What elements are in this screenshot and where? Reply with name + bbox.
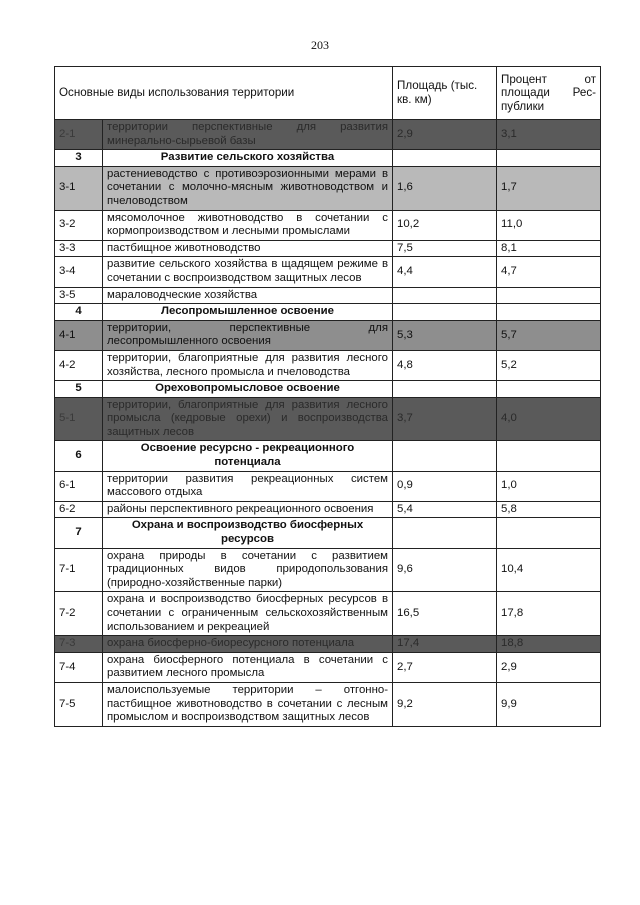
- table-row: [55, 682, 601, 726]
- row-percent: 2,9: [497, 652, 601, 682]
- table-row: [55, 210, 601, 240]
- row-area: 2,7: [393, 652, 497, 682]
- section-area-empty: [393, 304, 497, 321]
- section-percent-empty: [497, 150, 601, 167]
- row-description: развитие сельского хозяйства в щадящем режиме в сочетании с воспроизводством защитных лесов: [103, 257, 393, 287]
- row-area: 4,4: [393, 257, 497, 287]
- row-percent: 3,1: [497, 120, 601, 150]
- section-code: 6: [55, 441, 103, 471]
- row-area: 1,6: [393, 166, 497, 210]
- row-area: 3,7: [393, 397, 497, 441]
- row-area: 17,4: [393, 636, 497, 653]
- section-area-empty: [393, 381, 497, 398]
- section-title: Развитие сельского хозяйства: [103, 150, 393, 167]
- row-area: 9,6: [393, 548, 497, 592]
- table-row: [55, 471, 601, 501]
- row-description: районы перспективного рекреационного освоения: [103, 501, 393, 518]
- row-code: 4-2: [55, 350, 103, 380]
- row-percent: 5,2: [497, 350, 601, 380]
- table-row: [55, 592, 601, 636]
- row-description: охрана и воспроизводство биосферных ресурсов в сочетании с ограниченным сельскохозяйственным использованием и рекреацией: [103, 592, 393, 636]
- row-code: 5-1: [55, 397, 103, 441]
- row-percent: 11,0: [497, 210, 601, 240]
- row-percent: 5,7: [497, 320, 601, 350]
- row-description: территории, благоприятные для развития лесного промысла (кедровые орехи) и воспроизводства защитных лесов: [103, 397, 393, 441]
- row-percent: 1,0: [497, 471, 601, 501]
- section-row: [55, 381, 601, 398]
- section-row: [55, 518, 601, 548]
- row-percent: 4,0: [497, 397, 601, 441]
- section-title: Охрана и воспроизводство биосферных ресурсов: [103, 518, 393, 548]
- row-code: 7-3: [55, 636, 103, 653]
- row-percent: 8,1: [497, 240, 601, 257]
- row-percent: 1,7: [497, 166, 601, 210]
- table-row: [55, 652, 601, 682]
- row-code: 3-1: [55, 166, 103, 210]
- section-percent-empty: [497, 381, 601, 398]
- section-code: 3: [55, 150, 103, 167]
- row-code: 2-1: [55, 120, 103, 150]
- row-description: растениеводство с противоэрозионными мерами в сочетании с молочно-мясным животноводством и пчеловодством: [103, 166, 393, 210]
- row-area: [393, 287, 497, 304]
- section-area-empty: [393, 518, 497, 548]
- row-area: 0,9: [393, 471, 497, 501]
- row-percent: 9,9: [497, 682, 601, 726]
- section-area-empty: [393, 441, 497, 471]
- section-row: [55, 304, 601, 321]
- section-code: 4: [55, 304, 103, 321]
- row-description: охрана биосферно-биоресурсного потенциала: [103, 636, 393, 653]
- section-percent-empty: [497, 441, 601, 471]
- row-code: 3-5: [55, 287, 103, 304]
- header-area: Площадь (тыс. кв. км): [393, 67, 497, 120]
- row-description: территории, перспективные для лесопромышленного освоения: [103, 320, 393, 350]
- row-code: 3-3: [55, 240, 103, 257]
- row-code: 3-4: [55, 257, 103, 287]
- section-percent-empty: [497, 518, 601, 548]
- row-code: 4-1: [55, 320, 103, 350]
- row-area: 10,2: [393, 210, 497, 240]
- section-code: 7: [55, 518, 103, 548]
- section-code: 5: [55, 381, 103, 398]
- row-description: пастбищное животноводство: [103, 240, 393, 257]
- section-percent-empty: [497, 304, 601, 321]
- table-row: [55, 548, 601, 592]
- row-area: 4,8: [393, 350, 497, 380]
- table-row: [55, 501, 601, 518]
- section-row: [55, 441, 601, 471]
- row-code: 3-2: [55, 210, 103, 240]
- row-description: охрана природы в сочетании с развитием традиционных видов природопользования (природно-хозяйственные парки): [103, 548, 393, 592]
- row-area: 16,5: [393, 592, 497, 636]
- table-row: [55, 636, 601, 653]
- row-percent: 5,8: [497, 501, 601, 518]
- page-number: 203: [311, 38, 329, 52]
- land-use-table: [54, 66, 601, 727]
- section-title: Освоение ресурсно - рекреационного потенциала: [103, 441, 393, 471]
- row-code: 7-2: [55, 592, 103, 636]
- table-header-row: [55, 67, 601, 120]
- row-percent: 4,7: [497, 257, 601, 287]
- row-description: малоиспользуемые территории – отгонно-пастбищное животноводство в сочетании с лесным промыслом и воспроизводством защитных лесов: [103, 682, 393, 726]
- table-row: [55, 166, 601, 210]
- table-row: [55, 320, 601, 350]
- row-percent: 18,8: [497, 636, 601, 653]
- row-code: 7-5: [55, 682, 103, 726]
- section-row: [55, 150, 601, 167]
- table-row: [55, 257, 601, 287]
- row-area: 7,5: [393, 240, 497, 257]
- table-row: [55, 397, 601, 441]
- section-area-empty: [393, 150, 497, 167]
- row-description: территории, благоприятные для развития лесного хозяйства, лесного промысла и пчеловодства: [103, 350, 393, 380]
- row-description: охрана биосферного потенциала в сочетании с развитием лесного промысла: [103, 652, 393, 682]
- row-code: 7-4: [55, 652, 103, 682]
- header-percent: Процент от площади Рес-публики: [497, 67, 601, 120]
- row-percent: 10,4: [497, 548, 601, 592]
- row-code: 7-1: [55, 548, 103, 592]
- table-row: [55, 240, 601, 257]
- row-description: территории перспективные для развития минерально-сырьевой базы: [103, 120, 393, 150]
- table-row: [55, 287, 601, 304]
- row-area: 5,3: [393, 320, 497, 350]
- row-area: 9,2: [393, 682, 497, 726]
- row-area: 2,9: [393, 120, 497, 150]
- table-row: [55, 120, 601, 150]
- section-title: Лесопромышленное освоение: [103, 304, 393, 321]
- row-area: 5,4: [393, 501, 497, 518]
- row-description: мараловодческие хозяйства: [103, 287, 393, 304]
- row-percent: [497, 287, 601, 304]
- row-code: 6-2: [55, 501, 103, 518]
- header-land-use-types: Основные виды использования территории: [55, 67, 393, 120]
- section-title: Ореховопромысловое освоение: [103, 381, 393, 398]
- row-percent: 17,8: [497, 592, 601, 636]
- table-row: [55, 350, 601, 380]
- row-description: мясомолочное животноводство в сочетании с кормопроизводством и лесными промыслами: [103, 210, 393, 240]
- row-code: 6-1: [55, 471, 103, 501]
- row-description: территории развития рекреационных систем массового отдыха: [103, 471, 393, 501]
